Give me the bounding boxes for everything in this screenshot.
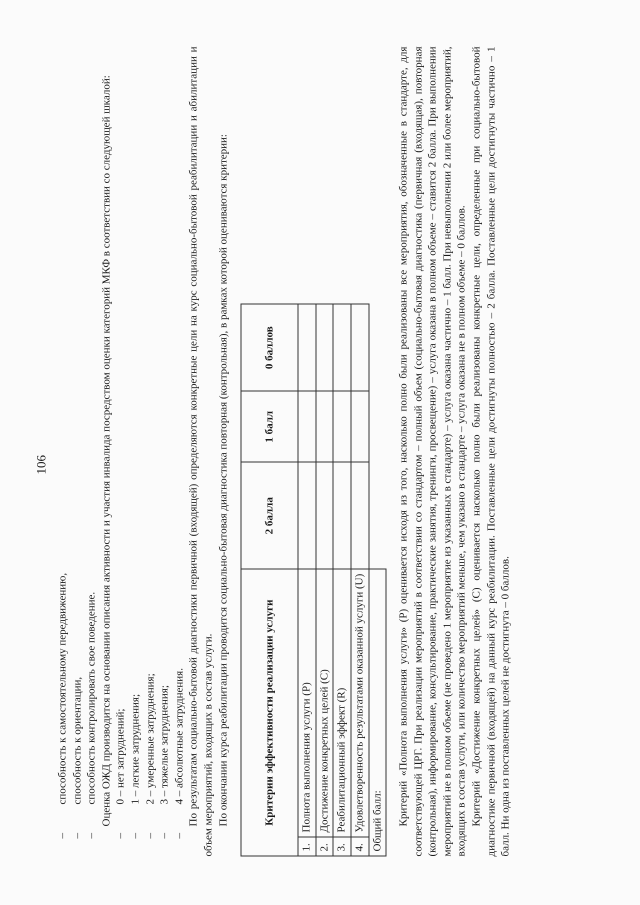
total-label: Общий балл: bbox=[369, 569, 387, 856]
results-paragraph: По результатам социально-бытовой диагностики первичной (входящей) определяются конкретные цели на курс социально-бытовой реабилитации и абилитации и объем мероприятий, входящих в состав услуги. bbox=[187, 46, 215, 857]
cell-empty bbox=[298, 304, 316, 391]
scale-item: –0 – нет затруднений; bbox=[114, 708, 127, 839]
cell-empty bbox=[351, 391, 369, 462]
row-number: 2. bbox=[316, 837, 334, 856]
assessment-paragraph: Оценка ОЖД производится на основании описания активности и участия инвалида посредством оценки категорий МКФ в соответствии со следующей шкалой: bbox=[100, 75, 113, 827]
cell-empty bbox=[333, 391, 351, 462]
table-total-row bbox=[369, 304, 387, 856]
cell-empty bbox=[298, 391, 316, 462]
ability-item: –способность контролировать свое поведение. bbox=[85, 591, 98, 839]
cell-empty bbox=[369, 304, 387, 391]
row-number: 4. bbox=[351, 837, 369, 856]
scale-item: –2 – умеренные затруднения; bbox=[144, 673, 157, 839]
table-row bbox=[351, 304, 369, 856]
document-body bbox=[56, 47, 514, 857]
cell-empty bbox=[298, 462, 316, 569]
row-number: 3. bbox=[333, 837, 351, 856]
ability-item: –способность к самостоятельному передвижению, bbox=[56, 572, 69, 839]
cell-empty bbox=[351, 304, 369, 391]
page-number: 106 bbox=[33, 455, 49, 475]
table-row bbox=[316, 304, 334, 856]
criteria-table bbox=[241, 304, 387, 857]
header-criteria: Критерии эффективности реализации услуги bbox=[241, 569, 298, 856]
criterion-c-paragraph: Критерий «Достижение конкретных целей» (С) оценивается насколько полно были реализованы конкретные цели, определенные при социально-бытовой диагностике первичной (входящей) на данный курс реабилитации. Поставленные цели достигнуты полностью – 2 балла. Поставленные цели достигнуты частично – 1 балл. Ни одна из поставленных целей не достигнута – 0 баллов. bbox=[470, 46, 512, 857]
cell-empty bbox=[333, 462, 351, 569]
table-row bbox=[298, 304, 316, 856]
cell-empty bbox=[316, 391, 334, 462]
ability-item: –способность к ориентации, bbox=[71, 676, 84, 839]
scale-item: –3 – тяжелые затруднения; bbox=[158, 685, 171, 839]
cell-empty bbox=[351, 462, 369, 569]
table-row bbox=[333, 304, 351, 856]
row-number: 1. bbox=[298, 837, 316, 856]
row-label: Достижение конкретных целей (C) bbox=[316, 569, 334, 837]
cell-empty bbox=[316, 304, 334, 391]
cell-empty bbox=[333, 304, 351, 391]
header-2-points: 2 балла bbox=[241, 462, 298, 569]
cell-empty bbox=[316, 462, 334, 569]
row-label: Полнота выполнения услуги (P) bbox=[298, 569, 316, 837]
rotated-content bbox=[1, 0, 640, 905]
row-label: Реабилитационный эффект (R) bbox=[333, 569, 351, 837]
table-header-row bbox=[241, 304, 298, 856]
end-of-course-paragraph: По окончании курса реабилитации проводится социально-бытовая диагностика повторная (контрольная), в рамках которой оцениваются критерии: bbox=[217, 134, 230, 827]
row-label: Удовлетворенность результатами оказанной услуги (U) bbox=[351, 569, 369, 837]
cell-empty bbox=[369, 462, 387, 569]
criterion-p-paragraph: Критерий «Полнота выполнения услуги» (P) оценивается исходя из того, насколько полно были реализованы все мероприятия, обозначенные в стандарте, для соответствующей ЦРГ. При реализации мероприятий в соответствии со стандартом – полный объем (социально-бытовая диагностика (первичная (входящая), повторная (контрольная), информирование, консультирование, практические занятия, тренинги, просвещение) – услуга оказана в полном объеме – ставится 2 балла. При выполнении мероприятий не в полном объеме (не проведено 1 мероприятие из указанных в стандарте) – услуга оказана частично – 1 балл. При невыполнении 2 или более мероприятий, входящих в состав услуги, или количество мероприятий меньше, чем указано в стандарте – услуга оказана не в полном объеме – 0 баллов. bbox=[397, 46, 468, 857]
scale-item: –4 – абсолютные затруднения. bbox=[173, 668, 186, 839]
header-1-point: 1 балл bbox=[241, 391, 298, 462]
header-0-points: 0 баллов bbox=[241, 304, 298, 391]
cell-empty bbox=[369, 391, 387, 462]
scale-item: –1 – легкие затруднения; bbox=[129, 693, 142, 839]
